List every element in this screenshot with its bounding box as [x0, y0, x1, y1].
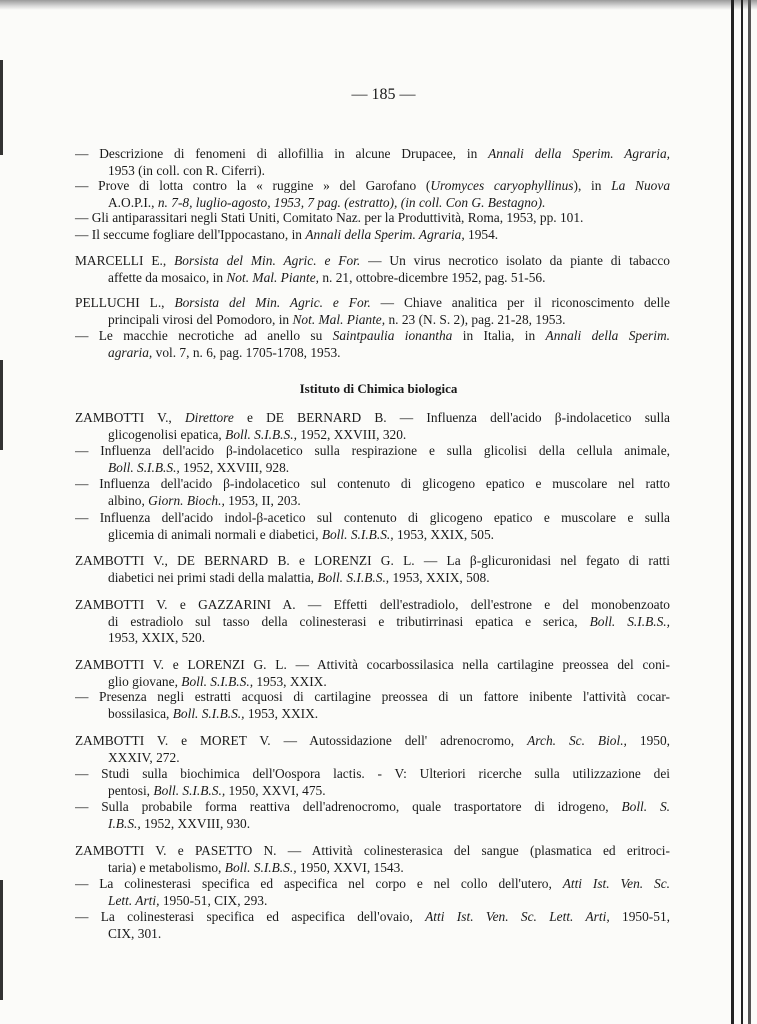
text: — Il seccume fogliare dell'Ippocastano, in	[75, 227, 306, 242]
text: 1953, XXIX, 508.	[389, 569, 490, 585]
text: 1952, XXVIII, 928.	[179, 459, 290, 475]
entry-line	[75, 210, 670, 227]
entry-line	[75, 328, 670, 345]
text: ZAMBOTTI V. e LORENZI G. L. — Attività cocarbossilasica nella cartilagine preossea del coni-	[75, 657, 670, 672]
bibliography-entry	[75, 146, 670, 179]
entry-line	[75, 783, 670, 800]
italic-text: I.B.S.,	[108, 815, 141, 831]
bibliography-entry	[75, 210, 670, 227]
text: 1953 (in coll. con R. Ciferri).	[108, 162, 265, 178]
text: — Studi sulla biochimica dell'Oospora lactis. - V: Ulteriori ricerche sulla utilizzazione dei	[75, 766, 670, 781]
entry-line	[75, 570, 670, 587]
bibliography-entry	[75, 553, 670, 586]
text: taria) e metabolismo,	[108, 859, 225, 875]
bibliography-entry	[75, 410, 670, 443]
text: ), in	[573, 178, 612, 193]
text: — Le macchie necrotiche ad anello su	[75, 328, 333, 343]
entry-line	[75, 227, 670, 244]
bibliography-entry	[75, 799, 670, 832]
italic-text: Saintpaulia ionantha	[332, 328, 453, 343]
scan-left-edge	[0, 880, 3, 1000]
entry-line	[75, 295, 670, 312]
bibliography-entry	[75, 689, 670, 722]
italic-text: Annali della Sperim. Agraria,	[305, 227, 465, 242]
italic-text: Atti Ist. Ven. Sc.	[562, 876, 670, 891]
scan-right-edge	[748, 0, 751, 1024]
entry-line	[75, 816, 670, 833]
italic-text: Boll. S.	[621, 799, 670, 814]
text: — Influenza dell'acido β-indolacetico sul contenuto di glicogeno epatico e muscolare nel ratto	[75, 476, 670, 491]
entry-line	[75, 614, 670, 631]
text: 1953, XXIX, 520.	[108, 630, 206, 646]
entry-line	[75, 312, 670, 329]
italic-text: Atti Ist. Ven. Sc. Lett. Arti,	[425, 909, 610, 924]
entry-line	[75, 460, 670, 477]
entry-line	[75, 195, 670, 212]
section-heading: Istituto di Chimica biologica	[299, 381, 458, 396]
entry-line	[75, 345, 670, 362]
entry-line	[75, 689, 670, 706]
text: — Un virus necrotico isolato da piante di tabacco	[360, 253, 670, 268]
text: n. 21, ottobre-dicembre 1952, pag. 51-56.	[319, 269, 546, 285]
italic-text: Boll. S.I.B.S.,	[321, 526, 394, 542]
italic-text: Giorn. Bioch.,	[148, 492, 225, 508]
text: 1954.	[464, 227, 499, 242]
text: pentosi,	[108, 782, 154, 798]
text: CIX, 301.	[108, 925, 162, 941]
text: in Italia, in	[452, 328, 546, 343]
text: n. 23 (N. S. 2), pag. 21-28, 1953.	[385, 311, 566, 327]
bibliography-entry	[75, 766, 670, 799]
italic-text: Boll. S.I.B.S.,	[589, 613, 670, 629]
entry-line	[75, 799, 670, 816]
text: di estradiolo sul tasso della colinesterasi e tributirrinasi epatica e serica,	[108, 613, 590, 629]
entry-line	[75, 443, 670, 460]
italic-text: Not. Mal. Piante,	[292, 311, 386, 327]
entry-line	[75, 178, 670, 195]
text: glicemia di animali normali e diabetici,	[108, 526, 322, 542]
italic-text: Not. Mal. Piante,	[226, 269, 319, 285]
italic-text: agraria,	[108, 344, 153, 360]
text: diabetici nei primi stadi della malattia,	[108, 569, 318, 585]
italic-text: La Nuova	[611, 178, 670, 193]
italic-text: Borsista del Min. Agric. e For.	[174, 295, 371, 310]
entry-line	[75, 163, 670, 180]
italic-text: Boll. S.I.B.S.,	[224, 859, 297, 875]
text: — Prove di lotta contro la « ruggine » del Garofano (	[75, 178, 431, 193]
scan-right-edge	[731, 0, 734, 1024]
entry-line	[75, 750, 670, 767]
text: — Descrizione di fenomeni di allofillia in alcune Drupacee, in	[75, 146, 489, 161]
italic-text: Annali della Sperim. Agraria,	[488, 146, 670, 161]
text: principali virosi del Pomodoro, in	[108, 311, 293, 327]
text: — La colinesterasi specifica ed aspecifica dell'ovaio,	[75, 909, 426, 924]
text: e DE BERNARD B. — Influenza dell'acido β-indolacetico sulla	[233, 410, 670, 425]
page-number: — 185 —	[351, 86, 416, 103]
text: bossilasica,	[108, 705, 173, 721]
italic-text: Boll. S.I.B.S.,	[153, 782, 226, 798]
text: 1953, XXIX, 505.	[393, 526, 495, 542]
entry-line	[75, 893, 670, 910]
italic-text: Lett. Arti,	[108, 892, 160, 908]
text: 1953, XXIX.	[244, 705, 319, 721]
italic-text: Arch. Sc. Biol.,	[527, 733, 627, 748]
entry-line	[75, 427, 670, 444]
text: vol. 7, n. 6, pag. 1705-1708, 1953.	[152, 344, 341, 360]
text: 1953, II, 203.	[224, 492, 301, 508]
bibliography-entry	[75, 253, 670, 286]
text: ZAMBOTTI V., DE BERNARD B. e LORENZI G. L. — La β-glicuronidasi nel fegato di ratti	[75, 553, 670, 568]
scan-top-edge	[0, 0, 757, 10]
italic-text: Uromyces caryophyllinus	[430, 178, 574, 193]
entry-line	[75, 706, 670, 723]
entry-line	[75, 674, 670, 691]
bibliography-entry	[75, 733, 670, 766]
bibliography-entry	[75, 295, 670, 328]
text: — Sulla probabile forma reattiva dell'adrenocromo, quale trasportatore di idrogeno,	[75, 799, 622, 814]
entry-line	[75, 766, 670, 783]
bibliography-entry	[75, 510, 670, 543]
entry-line	[75, 926, 670, 943]
text: 1952, XXVIII, 930.	[140, 815, 251, 831]
entry-line	[75, 876, 670, 893]
text: glio giovane,	[108, 673, 182, 689]
text: glicogenolisi epatica,	[108, 426, 226, 442]
entry-line	[75, 597, 670, 614]
text: — Chiave analitica per il riconoscimento delle	[370, 295, 670, 310]
text: 1950-51,	[609, 909, 670, 924]
text: XXXIV, 272.	[108, 749, 180, 765]
entry-line	[75, 510, 670, 527]
scan-left-edge	[0, 60, 3, 155]
entry-line	[75, 843, 670, 860]
bibliography-entry	[75, 876, 670, 909]
text: — Presenza negli estratti acquosi di cartilagine preossea di un fattore inibente l'attività cocar-	[75, 689, 670, 704]
text: — Gli antiparassitari negli Stati Uniti, Comitato Naz. per la Produttività, Roma, 1953, pp. 101.	[75, 210, 584, 225]
text: 1950, XXVI, 475.	[225, 782, 326, 798]
italic-text: n. 7-8, luglio-agosto, 1953, 7 pag. (estratto), (in coll. Con G. Bestagno).	[154, 194, 546, 210]
text: 1950,	[626, 733, 670, 748]
entry-line	[75, 733, 670, 750]
entry-line	[75, 860, 670, 877]
entry-line	[75, 657, 670, 674]
italic-text: Boll. S.I.B.S.,	[181, 673, 254, 689]
italic-text: Borsista del Min. Agric. e For.	[174, 253, 361, 268]
text: ZAMBOTTI V. e PASETTO N. — Attività colinesterasica del sangue (plasmatica ed eritroci-	[75, 843, 670, 858]
entry-line	[75, 270, 670, 287]
entry-line	[75, 527, 670, 544]
text: 1950-51, CIX, 293.	[159, 892, 268, 908]
text: — La colinesterasi specifica ed aspecifica nel corpo e nel collo dell'utero,	[75, 876, 563, 891]
text: ZAMBOTTI V.,	[75, 410, 185, 425]
bibliography-entry	[75, 227, 670, 244]
bibliography-entry	[75, 476, 670, 509]
text: ZAMBOTTI V. e MORET V. — Autossidazione dell' adrenocromo,	[75, 733, 528, 748]
entry-line	[75, 493, 670, 510]
entry-line	[75, 253, 670, 270]
italic-text: Boll. S.I.B.S.,	[172, 705, 245, 721]
text: — Influenza dell'acido β-indolacetico sulla respirazione e sulla glicolisi della cellula animale,	[75, 443, 670, 458]
text: ZAMBOTTI V. e GAZZARINI A. — Effetti dell'estradiolo, dell'estrone e del monobenzoato	[75, 597, 670, 612]
entry-line	[75, 146, 670, 163]
bibliography-entry	[75, 443, 670, 476]
text: affette da mosaico, in	[108, 269, 227, 285]
text: albino,	[108, 492, 149, 508]
text: — Influenza dell'acido indol-β-acetico sul contenuto di glicogeno epatico e muscolare e sulla	[75, 510, 670, 525]
text: 1950, XXVI, 1543.	[296, 859, 404, 875]
bibliography-entry	[75, 843, 670, 876]
bibliography-entry	[75, 178, 670, 211]
bibliography-entry	[75, 909, 670, 942]
bibliography-entry	[75, 597, 670, 647]
text: 1952, XXVIII, 320.	[296, 426, 407, 442]
entry-line	[75, 630, 670, 647]
entry-line	[75, 410, 670, 427]
text: 1953, XXIX.	[253, 673, 327, 689]
bibliography-entry	[75, 657, 670, 690]
italic-text: Boll. S.I.B.S.,	[225, 426, 297, 442]
entry-line	[75, 909, 670, 926]
scan-right-edge	[741, 0, 743, 1024]
italic-text: Boll. S.I.B.S.,	[317, 569, 390, 585]
text: A.O.P.I.,	[108, 194, 155, 210]
entry-line	[75, 476, 670, 493]
scan-left-edge	[0, 360, 3, 450]
bibliography-entry	[75, 328, 670, 361]
entry-line	[75, 553, 670, 570]
text: MARCELLI E.,	[75, 253, 175, 268]
italic-text: Direttore	[184, 410, 234, 425]
italic-text: Annali della Sperim.	[545, 328, 670, 343]
text: PELLUCHI L.,	[75, 295, 175, 310]
italic-text: Boll. S.I.B.S.,	[108, 459, 180, 475]
